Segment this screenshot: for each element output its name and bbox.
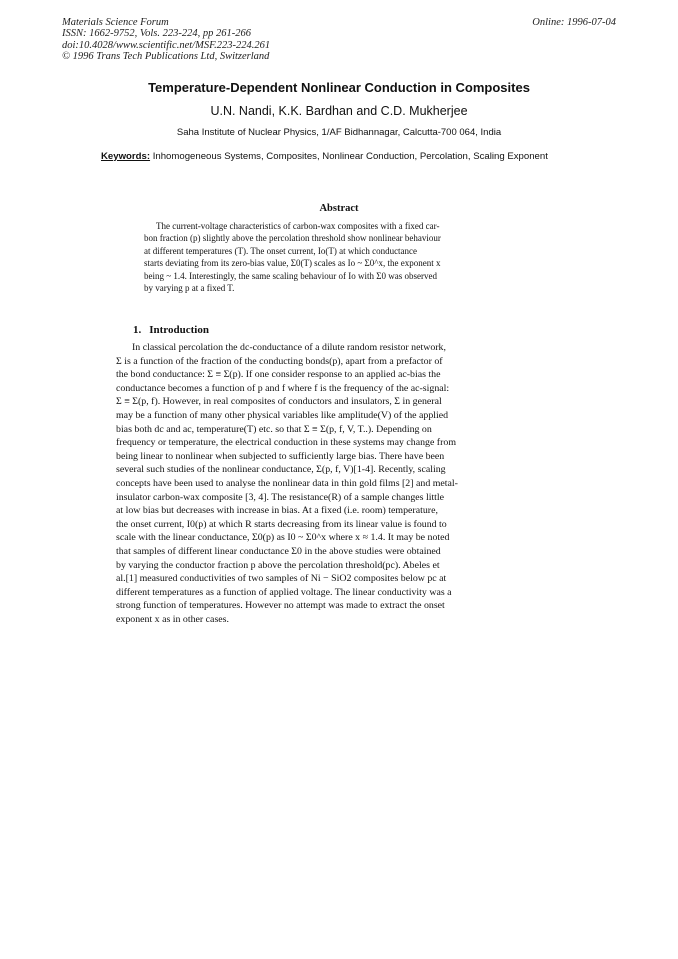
body-line: several such studies of the nonlinear conductance, Σ(p, f, V)[1-4]. Recently, scaling <box>116 464 446 476</box>
abstract-line: at different temperatures (T). The onset current, Io(T) at which conductance <box>144 245 418 256</box>
body-line: insulator carbon-wax composite [3, 4]. The resistance(R) of a sample changes little <box>116 491 445 503</box>
online-date: Online: 1996-07-04 <box>532 17 616 28</box>
body-line: al.[1] measured conductivities of two samples of Ni − SiO2 composites below pc at <box>116 573 447 585</box>
body-line: being linear to nonlinear when subjected to sufficiently large bias. There have been <box>116 450 445 462</box>
paper-affiliation: Saha Institute of Nuclear Physics, 1/AF Bidhannagar, Calcutta-700 064, India <box>176 127 502 138</box>
body-line: that samples of different linear conductance Σ0 in the above studies were obtained <box>116 545 441 557</box>
journal-doi: doi:10.4028/www.scientific.net/MSF.223-224.261 <box>62 39 271 51</box>
keywords-text: Inhomogeneous Systems, Composites, Nonlinear Conduction, Percolation, Scaling Exponent <box>152 151 548 162</box>
paper-authors: U.N. Nandi, K.K. Bardhan and C.D. Mukherjee <box>210 104 468 118</box>
body-line: different temperatures as a function of applied voltage. The linear conductivity was a <box>116 586 452 598</box>
body-line: may be a function of many other physical variables like amplitude(V) of the applied <box>116 409 449 421</box>
paper-title: Temperature-Dependent Nonlinear Conduction in Composites <box>148 80 530 95</box>
abstract-line: being ~ 1.4. Interestingly, the same scaling behaviour of Io with Σ0 was observed <box>144 270 437 281</box>
journal-name: Materials Science Forum <box>62 17 169 28</box>
abstract-text <box>144 220 478 294</box>
body-line: Σ is a function of the fraction of the conducting bonds(p), apart from a prefactor of <box>116 355 443 367</box>
body-line: bias both dc and ac, temperature(T) etc. so that Σ ≡ Σ(p, f, V, T..). Depending on <box>116 423 432 435</box>
body-line: by varying the conductor fraction p above the percolation threshold(pc). Abeles et <box>116 559 440 571</box>
keywords-label: Keywords: <box>101 151 151 162</box>
body-line: exponent x as in other cases. <box>116 613 229 625</box>
body-line: at low bias but decreases with increase in bias. At a fixed (i.e. room) temperature, <box>116 505 438 517</box>
body-line: In classical percolation the dc-conductance of a dilute random resistor network, <box>132 342 446 353</box>
section-title: Introduction <box>149 324 209 336</box>
journal-header <box>62 17 422 63</box>
journal-issn: ISSN: 1662-9752, Vols. 223-224, pp 261-266 <box>62 28 251 40</box>
body-line: concepts have been used to analyse the nonlinear data in thin gold films [2] and metal- <box>116 477 458 489</box>
body-line: the onset current, I0(p) at which R starts decreasing from its linear value is found to <box>116 518 447 530</box>
body-line: the bond conductance: Σ ≡ Σ(p). If one consider response to an applied ac-bias the <box>116 369 441 381</box>
keywords-block <box>101 150 577 163</box>
section-number: 1. <box>133 324 142 336</box>
abstract-line: starts deviating from its zero-bias value, Σ0(T) scales as Io ~ Σ0^x, the exponent x <box>144 258 441 269</box>
abstract-line: The current-voltage characteristics of carbon-wax composites with a fixed car- <box>156 221 440 231</box>
abstract-line: bon fraction (p) slightly above the percolation threshold show nonlinear behaviour <box>144 233 441 244</box>
body-line: scale with the linear conductance, Σ0(p) as I0 ~ Σ0^x where x ≈ 1.4. It may be noted <box>116 532 450 544</box>
journal-copyright: © 1996 Trans Tech Publications Ltd, Switzerland <box>62 51 270 63</box>
introduction-body <box>116 341 536 626</box>
abstract-line: by varying p at a fixed T. <box>144 283 235 294</box>
abstract-heading: Abstract <box>319 203 359 214</box>
body-line: conductance becomes a function of p and f where f is the frequency of the ac-signal: <box>116 382 450 394</box>
body-line: strong function of temperatures. However no attempt was made to extract the onset <box>116 600 445 612</box>
section-heading <box>133 324 209 336</box>
body-line: frequency or temperature, the electrical conduction in these systems may change from <box>116 437 457 449</box>
body-line: Σ ≡ Σ(p, f). However, in real composites of conductors and insulators, Σ in general <box>116 396 442 408</box>
